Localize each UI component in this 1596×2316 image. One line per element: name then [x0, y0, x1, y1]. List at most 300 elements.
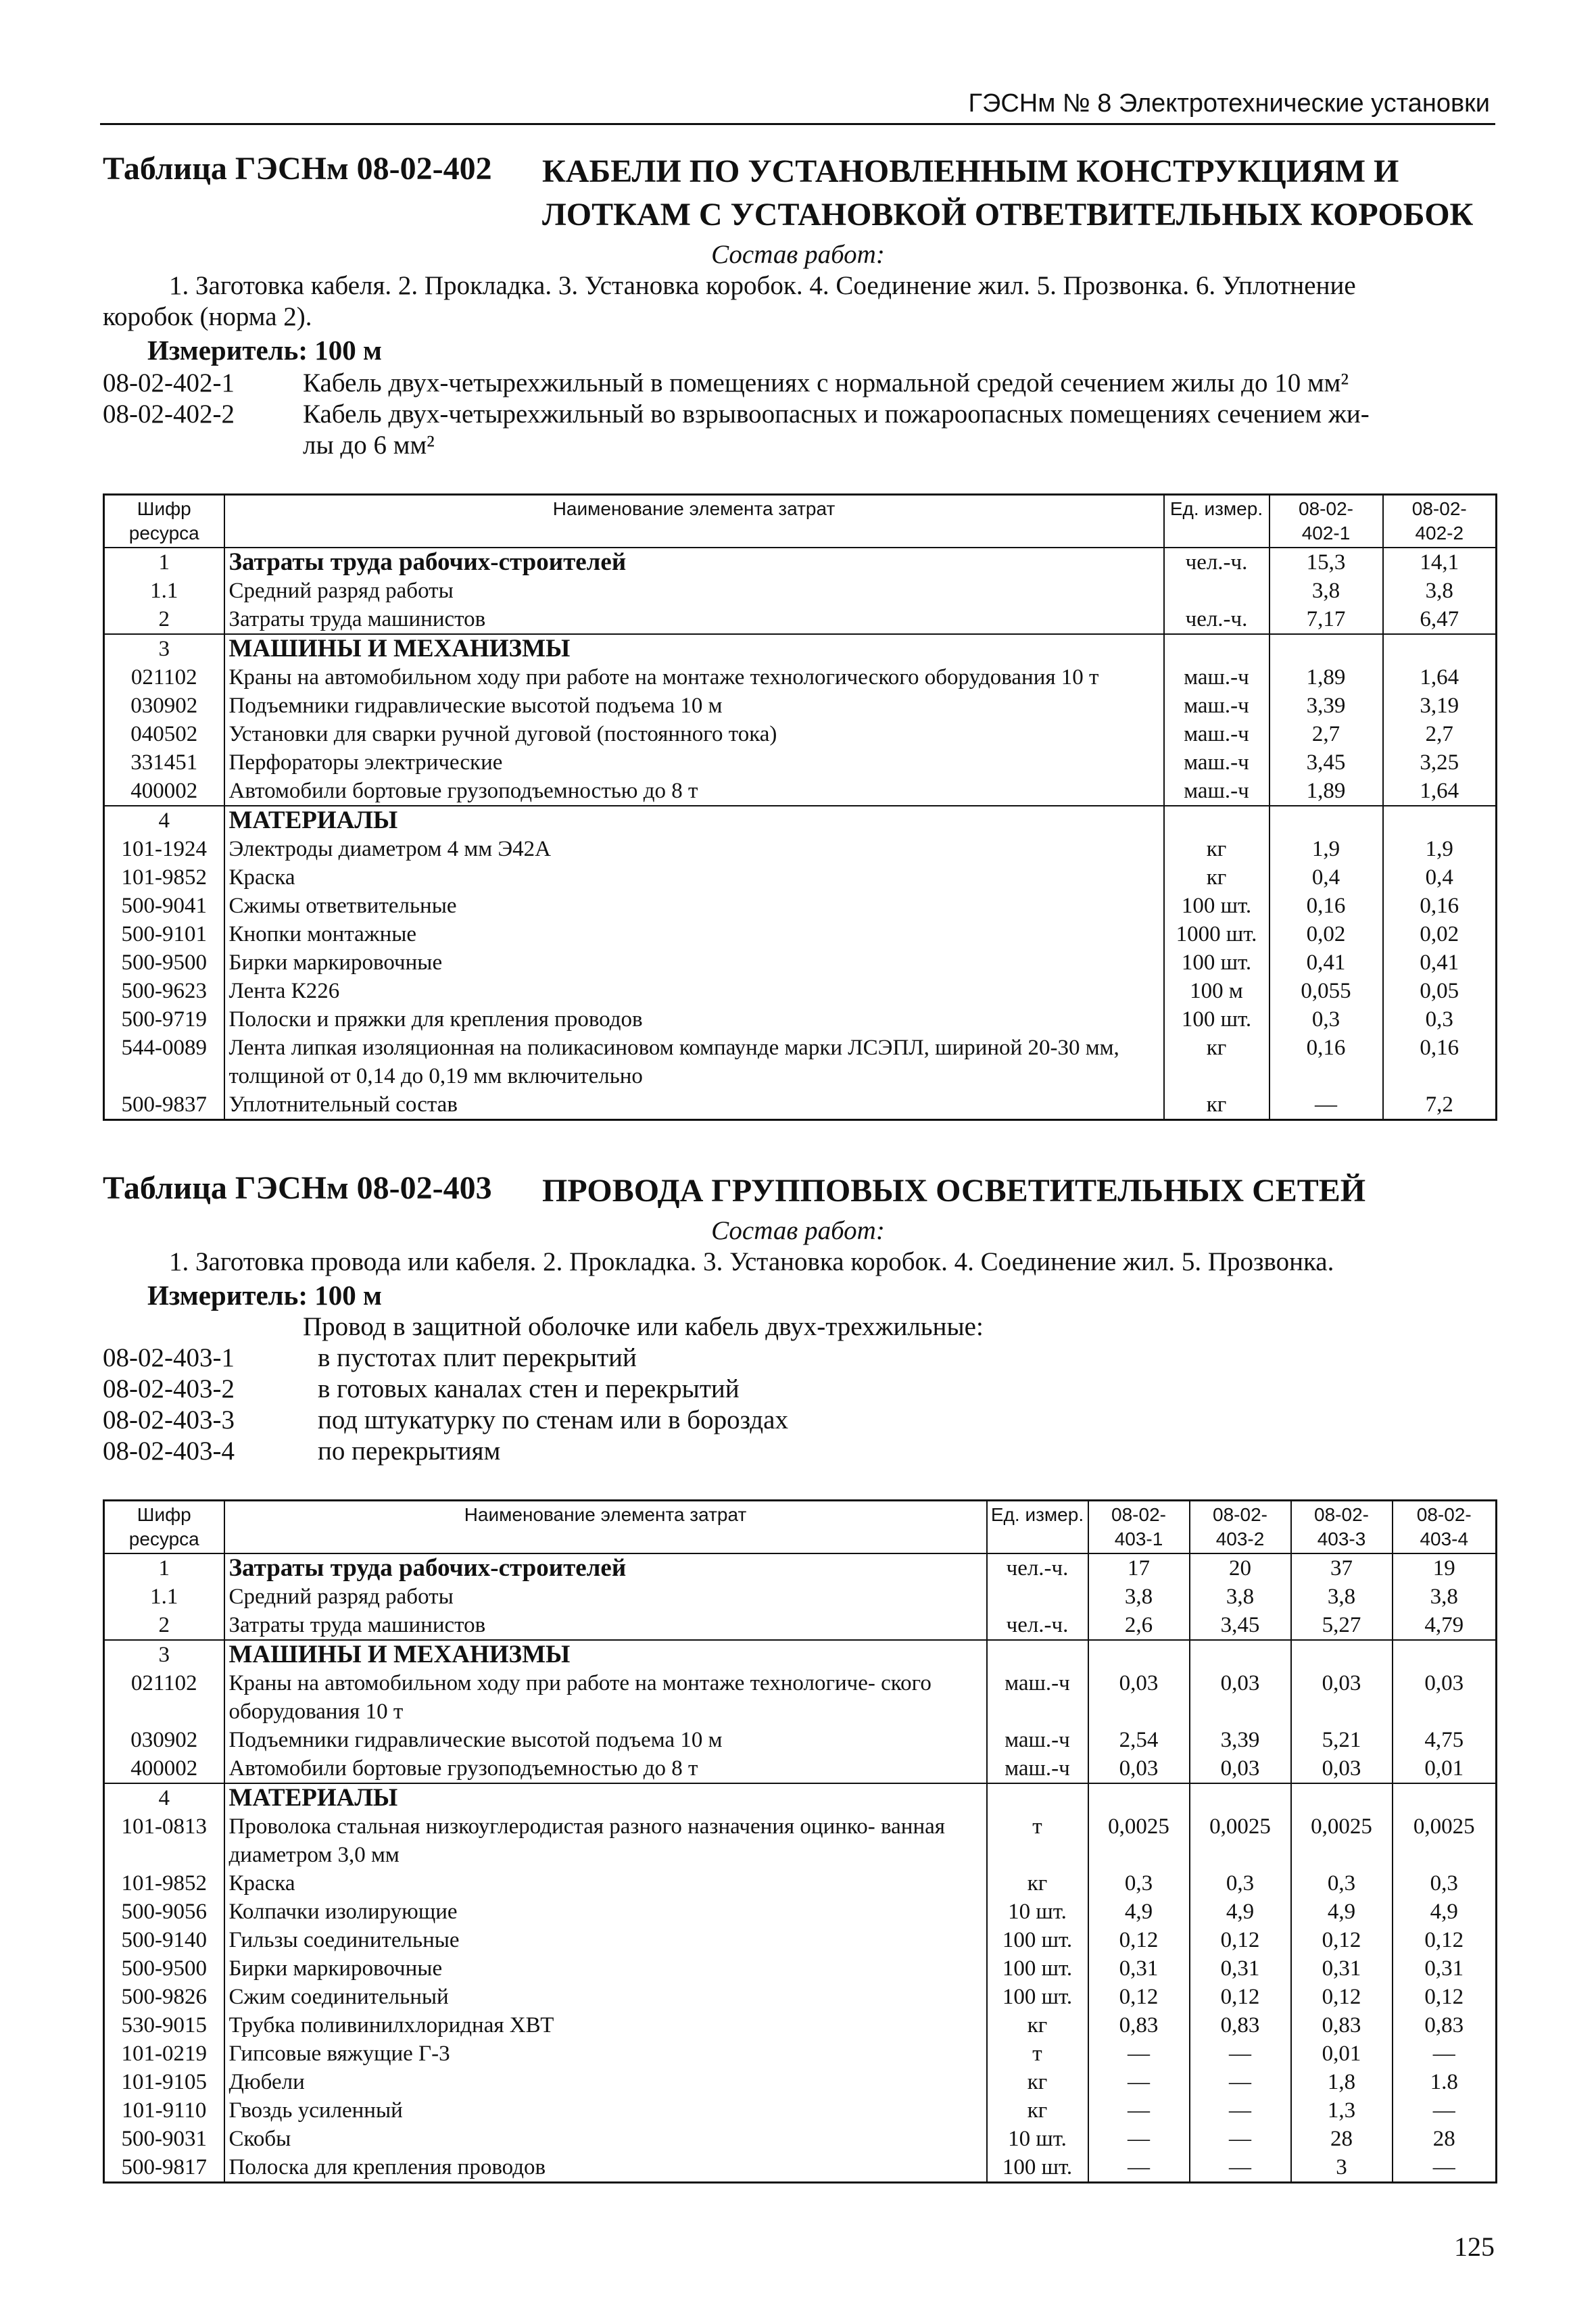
resource-code: 101-9852 — [104, 863, 224, 892]
value-cell-4: 0,03 — [1393, 1669, 1497, 1726]
value-cell-2: 0,3 — [1383, 1005, 1497, 1034]
resource-name: Гильзы соединительные — [224, 1926, 987, 1954]
value-cell-1: — — [1088, 2040, 1190, 2068]
resource-name: Автомобили бортовые грузоподъемностью до 8 т — [224, 1754, 987, 1783]
value-cell-2: — — [1190, 2096, 1291, 2125]
table-row — [104, 1869, 1497, 1898]
resource-name: Уплотнительный состав — [224, 1090, 1164, 1120]
table-row — [104, 892, 1497, 920]
table2-intro: Провод в защитной оболочке или кабель двух-трехжильные: — [303, 1312, 984, 1341]
value-cell-1: 0,03 — [1088, 1669, 1190, 1726]
unit-cell: 10 шт. — [987, 2125, 1088, 2153]
value-cell-4: — — [1393, 2040, 1497, 2068]
table-row — [104, 1812, 1497, 1869]
value-cell-1: 4,9 — [1088, 1898, 1190, 1926]
value-cell-1 — [1088, 1783, 1190, 1812]
table-row — [104, 977, 1497, 1005]
resource-name: Бирки маркировочные — [224, 948, 1164, 977]
value-cell-1: 3,8 — [1269, 577, 1383, 605]
resource-code: 500-9041 — [104, 892, 224, 920]
value-cell-2: 20 — [1190, 1553, 1291, 1583]
resource-code: 400002 — [104, 777, 224, 806]
resource-code: 101-0219 — [104, 2040, 224, 2068]
value-cell-3: 28 — [1291, 2125, 1393, 2153]
table-row — [104, 2125, 1497, 2153]
value-cell-1: — — [1088, 2153, 1190, 2183]
col-header-403-4: 08-02- 403-4 — [1393, 1501, 1497, 1554]
table2-heading — [103, 1169, 1495, 1213]
value-cell-2: 0,31 — [1190, 1954, 1291, 1983]
resource-name: Электроды диаметром 4 мм Э42А — [224, 835, 1164, 863]
unit-cell: маш.-ч — [1164, 692, 1269, 720]
table-row — [104, 1583, 1497, 1611]
unit-cell: маш.-ч — [1164, 777, 1269, 806]
col-header-unit: Ед. измер. — [1164, 495, 1269, 548]
value-cell-2: 0,12 — [1190, 1926, 1291, 1954]
unit-cell: маш.-ч — [1164, 720, 1269, 748]
resource-code: 400002 — [104, 1754, 224, 1783]
value-cell-1: — — [1088, 2096, 1190, 2125]
unit-cell: 100 шт. — [1164, 1005, 1269, 1034]
table-row — [104, 1926, 1497, 1954]
unit-cell: маш.-ч — [987, 1669, 1088, 1726]
value-cell-2: 0,0025 — [1190, 1812, 1291, 1869]
table-row — [104, 1005, 1497, 1034]
value-cell-4: 0,12 — [1393, 1926, 1497, 1954]
work-code: 08-02-403-3 — [103, 1405, 235, 1434]
resource-code: 544-0089 — [104, 1034, 224, 1090]
unit-cell: кг — [987, 2096, 1088, 2125]
resource-code: 030902 — [104, 1726, 224, 1754]
value-cell-2 — [1383, 806, 1497, 835]
resource-code: 021102 — [104, 1669, 224, 1726]
table-row — [104, 692, 1497, 720]
unit-cell: 100 шт. — [1164, 948, 1269, 977]
work-description: под штукатурку по стенам или в бороздах — [318, 1405, 788, 1434]
resource-name: Гипсовые вяжущие Г-3 — [224, 2040, 987, 2068]
table-row — [104, 720, 1497, 748]
resource-code: 101-1924 — [104, 835, 224, 863]
unit-cell: 100 шт. — [1164, 892, 1269, 920]
value-cell-3: 0,31 — [1291, 1954, 1393, 1983]
value-cell-2: 0,03 — [1190, 1669, 1291, 1726]
value-cell-1: 7,17 — [1269, 605, 1383, 634]
resource-name: МАШИНЫ И МЕХАНИЗМЫ — [224, 634, 1164, 663]
unit-cell: чел.-ч. — [1164, 548, 1269, 577]
value-cell-3 — [1291, 1783, 1393, 1812]
value-cell-2: 2,7 — [1383, 720, 1497, 748]
resource-name: Трубка поливинилхлоридная ХВТ — [224, 2011, 987, 2040]
value-cell-3: 3,8 — [1291, 1583, 1393, 1611]
value-cell-4: 4,79 — [1393, 1611, 1497, 1640]
value-cell-1 — [1269, 806, 1383, 835]
value-cell-4: 1.8 — [1393, 2068, 1497, 2096]
work-description: Кабель двух-четырехжильный в помещениях с нормальной средой сечением жилы до 10 мм² — [303, 368, 1349, 397]
col-header-name: Наименование элемента затрат — [224, 1501, 987, 1554]
unit-cell: чел.-ч. — [987, 1553, 1088, 1583]
value-cell-2: 0,05 — [1383, 977, 1497, 1005]
value-cell-2: 0,83 — [1190, 2011, 1291, 2040]
resource-name: МАТЕРИАЛЫ — [224, 1783, 987, 1812]
table2-code-line-2 — [103, 1374, 1495, 1405]
col-header-unit: Ед. измер. — [987, 1501, 1088, 1554]
resource-name: МАТЕРИАЛЫ — [224, 806, 1164, 835]
table-row — [104, 863, 1497, 892]
col-header-403-2: 08-02- 403-2 — [1190, 1501, 1291, 1554]
resource-code: 101-9105 — [104, 2068, 224, 2096]
value-cell-1: 0,16 — [1269, 1034, 1383, 1090]
value-cell-2: 0,12 — [1190, 1983, 1291, 2011]
value-cell-1: 1,89 — [1269, 663, 1383, 692]
table-row — [104, 777, 1497, 806]
table1-composition-label: Состав работ: — [711, 240, 885, 269]
value-cell-2: 0,3 — [1190, 1869, 1291, 1898]
table-row — [104, 548, 1497, 577]
value-cell-3: 0,03 — [1291, 1754, 1393, 1783]
resource-name: Установки для сварки ручной дуговой (постоянного тока) — [224, 720, 1164, 748]
value-cell-2: 1,64 — [1383, 777, 1497, 806]
value-cell-1: 1,9 — [1269, 835, 1383, 863]
resource-name: Средний разряд работы — [224, 577, 1164, 605]
col-header-code: Шифр ресурса — [104, 1501, 224, 1554]
work-code: 08-02-403-4 — [103, 1437, 235, 1466]
resource-code: 3 — [104, 634, 224, 663]
value-cell-1: 0,41 — [1269, 948, 1383, 977]
unit-cell: кг — [987, 1869, 1088, 1898]
resource-code: 500-9817 — [104, 2153, 224, 2183]
resource-code: 101-9852 — [104, 1869, 224, 1898]
table-row — [104, 835, 1497, 863]
resource-code: 3 — [104, 1640, 224, 1669]
value-cell-3: 37 — [1291, 1553, 1393, 1583]
value-cell-1: 2,7 — [1269, 720, 1383, 748]
resource-name: Краска — [224, 863, 1164, 892]
resource-code: 500-9623 — [104, 977, 224, 1005]
unit-cell: 100 шт. — [987, 1983, 1088, 2011]
section-row — [104, 1640, 1497, 1669]
resource-name: МАШИНЫ И МЕХАНИЗМЫ — [224, 1640, 987, 1669]
resource-code: 500-9056 — [104, 1898, 224, 1926]
resource-code: 4 — [104, 1783, 224, 1812]
table-row — [104, 1898, 1497, 1926]
value-cell-4 — [1393, 1783, 1497, 1812]
section-row — [104, 806, 1497, 835]
table1-code-line-2 — [103, 399, 1495, 430]
unit-cell: 100 шт. — [987, 1954, 1088, 1983]
work-code: 08-02-402-1 — [103, 368, 235, 397]
value-cell-1: — — [1088, 2068, 1190, 2096]
table2-code-line-4 — [103, 1436, 1495, 1467]
col-header-402-1: 08-02- 402-1 — [1269, 495, 1383, 548]
resource-code: 1 — [104, 548, 224, 577]
unit-cell: 10 шт. — [987, 1898, 1088, 1926]
resource-code: 530-9015 — [104, 2011, 224, 2040]
value-cell-2: 14,1 — [1383, 548, 1497, 577]
table-row — [104, 948, 1497, 977]
value-cell-1: 15,3 — [1269, 548, 1383, 577]
unit-cell: кг — [987, 2068, 1088, 2096]
value-cell-4: 0,12 — [1393, 1983, 1497, 2011]
value-cell-1: 0,31 — [1088, 1954, 1190, 1983]
value-cell-4: 4,75 — [1393, 1726, 1497, 1754]
resource-name: Полоски и пряжки для крепления проводов — [224, 1005, 1164, 1034]
resource-name: Кнопки монтажные — [224, 920, 1164, 948]
value-cell-4: — — [1393, 2153, 1497, 2183]
unit-cell: чел.-ч. — [1164, 605, 1269, 634]
value-cell-1 — [1269, 634, 1383, 663]
value-cell-3: 3 — [1291, 2153, 1393, 2183]
value-cell-2: 0,16 — [1383, 1034, 1497, 1090]
unit-cell: т — [987, 1812, 1088, 1869]
resource-code: 500-9500 — [104, 948, 224, 977]
value-cell-4: 3,8 — [1393, 1583, 1497, 1611]
value-cell-3 — [1291, 1640, 1393, 1669]
table-row — [104, 1669, 1497, 1726]
unit-cell: 1000 шт. — [1164, 920, 1269, 948]
value-cell-2: 0,16 — [1383, 892, 1497, 920]
table-row — [104, 2096, 1497, 2125]
resource-name: Скобы — [224, 2125, 987, 2153]
value-cell-4: 0,31 — [1393, 1954, 1497, 1983]
value-cell-2: 1,64 — [1383, 663, 1497, 692]
work-code: 08-02-402-2 — [103, 400, 235, 429]
value-cell-3: 0,12 — [1291, 1926, 1393, 1954]
value-cell-1: 2,6 — [1088, 1611, 1190, 1640]
unit-cell: 100 м — [1164, 977, 1269, 1005]
table-row — [104, 1611, 1497, 1640]
resource-code: 500-9837 — [104, 1090, 224, 1120]
value-cell-2: — — [1190, 2125, 1291, 2153]
table2-code-line-1 — [103, 1343, 1495, 1374]
resource-code: 500-9140 — [104, 1926, 224, 1954]
unit-cell: маш.-ч — [1164, 663, 1269, 692]
unit-cell: кг — [1164, 1034, 1269, 1090]
table2-code-line-3 — [103, 1405, 1495, 1436]
resource-code: 4 — [104, 806, 224, 835]
value-cell-2: 1,9 — [1383, 835, 1497, 863]
unit-cell: маш.-ч — [987, 1726, 1088, 1754]
resource-code: 101-9110 — [104, 2096, 224, 2125]
resource-code: 101-0813 — [104, 1812, 224, 1869]
table1-number: Таблица ГЭСНм 08-02-402 — [103, 151, 492, 187]
unit-cell: кг — [1164, 863, 1269, 892]
unit-cell: 100 шт. — [987, 2153, 1088, 2183]
value-cell-1: 0,03 — [1088, 1754, 1190, 1783]
work-description: Кабель двух-четырехжильный во взрывоопасных и пожароопасных помещениях сечением жи- — [303, 400, 1370, 429]
resource-name: Проволока стальная низкоуглеродистая разного назначения оцинко- ванная диаметром 3,0 мм — [224, 1812, 987, 1869]
value-cell-2: — — [1190, 2153, 1291, 2183]
table2-resources — [103, 1499, 1497, 2184]
resource-name: Колпачки изолирующие — [224, 1898, 987, 1926]
resource-code: 500-9101 — [104, 920, 224, 948]
value-cell-3: 0,12 — [1291, 1983, 1393, 2011]
col-header-403-3: 08-02- 403-3 — [1291, 1501, 1393, 1554]
unit-cell: кг — [1164, 1090, 1269, 1120]
col-header-code: Шифр ресурса — [104, 495, 224, 548]
work-code: 08-02-403-1 — [103, 1343, 235, 1372]
resource-name: Лента К226 — [224, 977, 1164, 1005]
work-code: 08-02-403-2 — [103, 1374, 235, 1403]
col-header-403-1: 08-02- 403-1 — [1088, 1501, 1190, 1554]
table-row — [104, 2153, 1497, 2183]
table2-title: ПРОВОДА ГРУППОВЫХ ОСВЕТИТЕЛЬНЫХ СЕТЕЙ — [542, 1173, 1366, 1209]
value-cell-1: 0,4 — [1269, 863, 1383, 892]
value-cell-4: 19 — [1393, 1553, 1497, 1583]
value-cell-2: — — [1190, 2040, 1291, 2068]
value-cell-2 — [1383, 634, 1497, 663]
table-row — [104, 2011, 1497, 2040]
resource-name: Гвоздь усиленный — [224, 2096, 987, 2125]
value-cell-1: 2,54 — [1088, 1726, 1190, 1754]
work-description: по перекрытиям — [318, 1437, 501, 1466]
unit-cell: маш.-ч — [1164, 748, 1269, 777]
resource-code: 030902 — [104, 692, 224, 720]
value-cell-1 — [1088, 1640, 1190, 1669]
value-cell-1: 0,02 — [1269, 920, 1383, 948]
value-cell-1: 0,3 — [1088, 1869, 1190, 1898]
table-row — [104, 920, 1497, 948]
value-cell-3: 5,27 — [1291, 1611, 1393, 1640]
value-cell-3: 0,3 — [1291, 1869, 1393, 1898]
table1-composition-line2: коробок (норма 2). — [103, 302, 312, 331]
table-row — [104, 1034, 1497, 1090]
table-row — [104, 1754, 1497, 1783]
resource-code: 500-9826 — [104, 1983, 224, 2011]
unit-cell — [1164, 577, 1269, 605]
resource-name: Подъемники гидравлические высотой подъема 10 м — [224, 1726, 987, 1754]
value-cell-2: 0,02 — [1383, 920, 1497, 948]
table1-title: КАБЕЛИ ПО УСТАНОВЛЕННЫМ КОНСТРУКЦИЯМ И ЛОТКАМ С УСТАНОВКОЙ ОТВЕТВИТЕЛЬНЫХ КОРОБОК — [542, 153, 1474, 233]
resource-name: Затраты труда рабочих-строителей — [224, 548, 1164, 577]
resource-name: Сжим соединительный — [224, 1983, 987, 2011]
value-cell-2 — [1190, 1640, 1291, 1669]
value-cell-1: 0,12 — [1088, 1926, 1190, 1954]
value-cell-2: 3,45 — [1190, 1611, 1291, 1640]
table1-code-line-1 — [103, 368, 1495, 399]
value-cell-3: 1,3 — [1291, 2096, 1393, 2125]
resource-code: 040502 — [104, 720, 224, 748]
value-cell-2: 6,47 — [1383, 605, 1497, 634]
resource-name: Бирки маркировочные — [224, 1954, 987, 1983]
unit-cell — [1164, 806, 1269, 835]
value-cell-3: 5,21 — [1291, 1726, 1393, 1754]
table2-meter: Измеритель: 100 м — [147, 1280, 382, 1311]
resource-name: Краска — [224, 1869, 987, 1898]
resource-name: Сжимы ответвительные — [224, 892, 1164, 920]
table1-meter: Измеритель: 100 м — [147, 335, 382, 366]
table-row — [104, 748, 1497, 777]
resource-code: 500-9031 — [104, 2125, 224, 2153]
value-cell-3: 0,83 — [1291, 2011, 1393, 2040]
unit-cell: кг — [987, 2011, 1088, 2040]
value-cell-3: 0,03 — [1291, 1669, 1393, 1726]
unit-cell — [987, 1583, 1088, 1611]
table-row — [104, 1726, 1497, 1754]
resource-name: Лента липкая изоляционная на поликасиновом компаунде марки ЛСЭПЛ, шириной 20-30 мм, толщиной от 0,14 до 0,19 мм включительно — [224, 1034, 1164, 1090]
value-cell-1: 17 — [1088, 1553, 1190, 1583]
value-cell-1: 0,3 — [1269, 1005, 1383, 1034]
resource-name: Затраты труда машинистов — [224, 1611, 987, 1640]
table-row — [104, 577, 1497, 605]
unit-cell: чел.-ч. — [987, 1611, 1088, 1640]
table2-number: Таблица ГЭСНм 08-02-403 — [103, 1170, 492, 1206]
section-row — [104, 1783, 1497, 1812]
resource-code: 2 — [104, 605, 224, 634]
table-row — [104, 1553, 1497, 1583]
value-cell-4: 0,01 — [1393, 1754, 1497, 1783]
value-cell-3: 1,8 — [1291, 2068, 1393, 2096]
resource-name: Краны на автомобильном ходу при работе на монтаже технологического оборудования 10 т — [224, 663, 1164, 692]
work-description: в пустотах плит перекрытий — [318, 1343, 637, 1372]
resource-code: 331451 — [104, 748, 224, 777]
resource-name: Подъемники гидравлические высотой подъема 10 м — [224, 692, 1164, 720]
resource-name: Дюбели — [224, 2068, 987, 2096]
resource-code: 500-9500 — [104, 1954, 224, 1983]
resource-code: 1.1 — [104, 1583, 224, 1611]
work-description: в готовых каналах стен и перекрытий — [318, 1374, 740, 1403]
value-cell-2: 3,25 — [1383, 748, 1497, 777]
table-row — [104, 663, 1497, 692]
value-cell-4: — — [1393, 2096, 1497, 2125]
table-row — [104, 2040, 1497, 2068]
unit-cell: 100 шт. — [987, 1926, 1088, 1954]
table1-code-line-2-continued: лы до 6 мм² — [303, 431, 435, 460]
value-cell-2: 0,4 — [1383, 863, 1497, 892]
value-cell-2: — — [1190, 2068, 1291, 2096]
resource-code: 2 — [104, 1611, 224, 1640]
value-cell-2: 3,8 — [1190, 1583, 1291, 1611]
value-cell-1: 1,89 — [1269, 777, 1383, 806]
table1-resources — [103, 493, 1497, 1121]
value-cell-1: 0,055 — [1269, 977, 1383, 1005]
table1-heading — [103, 150, 1495, 238]
table-row — [104, 1090, 1497, 1120]
value-cell-4: 0,0025 — [1393, 1812, 1497, 1869]
value-cell-1: 3,8 — [1088, 1583, 1190, 1611]
col-header-402-2: 08-02- 402-2 — [1383, 495, 1497, 548]
resource-name: Затраты труда машинистов — [224, 605, 1164, 634]
table2-composition-label: Состав работ: — [711, 1216, 885, 1245]
value-cell-4: 28 — [1393, 2125, 1497, 2153]
unit-cell: кг — [1164, 835, 1269, 863]
resource-name: Перфораторы электрические — [224, 748, 1164, 777]
resource-name: Полоска для крепления проводов — [224, 2153, 987, 2183]
col-header-name: Наименование элемента затрат — [224, 495, 1164, 548]
value-cell-2: 7,2 — [1383, 1090, 1497, 1120]
value-cell-1: — — [1269, 1090, 1383, 1120]
value-cell-2: 3,19 — [1383, 692, 1497, 720]
value-cell-2: 3,39 — [1190, 1726, 1291, 1754]
value-cell-3: 0,0025 — [1291, 1812, 1393, 1869]
resource-name: Средний разряд работы — [224, 1583, 987, 1611]
table1-composition-line1: 1. Заготовка кабеля. 2. Прокладка. 3. Установка коробок. 4. Соединение жил. 5. Прозвонка. 6. Уплотнение — [169, 271, 1356, 300]
resource-code: 1 — [104, 1553, 224, 1583]
resource-name: Затраты труда рабочих-строителей — [224, 1553, 987, 1583]
value-cell-3: 0,01 — [1291, 2040, 1393, 2068]
unit-cell: маш.-ч — [987, 1754, 1088, 1783]
value-cell-1: 0,83 — [1088, 2011, 1190, 2040]
value-cell-1: 0,16 — [1269, 892, 1383, 920]
table-row — [104, 1954, 1497, 1983]
resource-name: Краны на автомобильном ходу при работе на монтаже технологиче- ского оборудования 10 т — [224, 1669, 987, 1726]
value-cell-4: 0,83 — [1393, 2011, 1497, 2040]
table-row — [104, 1983, 1497, 2011]
value-cell-2: 4,9 — [1190, 1898, 1291, 1926]
value-cell-2: 0,41 — [1383, 948, 1497, 977]
value-cell-4: 0,3 — [1393, 1869, 1497, 1898]
unit-cell — [987, 1783, 1088, 1812]
table2-composition-line1: 1. Заготовка провода или кабеля. 2. Прокладка. 3. Установка коробок. 4. Соединение жил. 5. Прозвонка. — [169, 1247, 1334, 1276]
